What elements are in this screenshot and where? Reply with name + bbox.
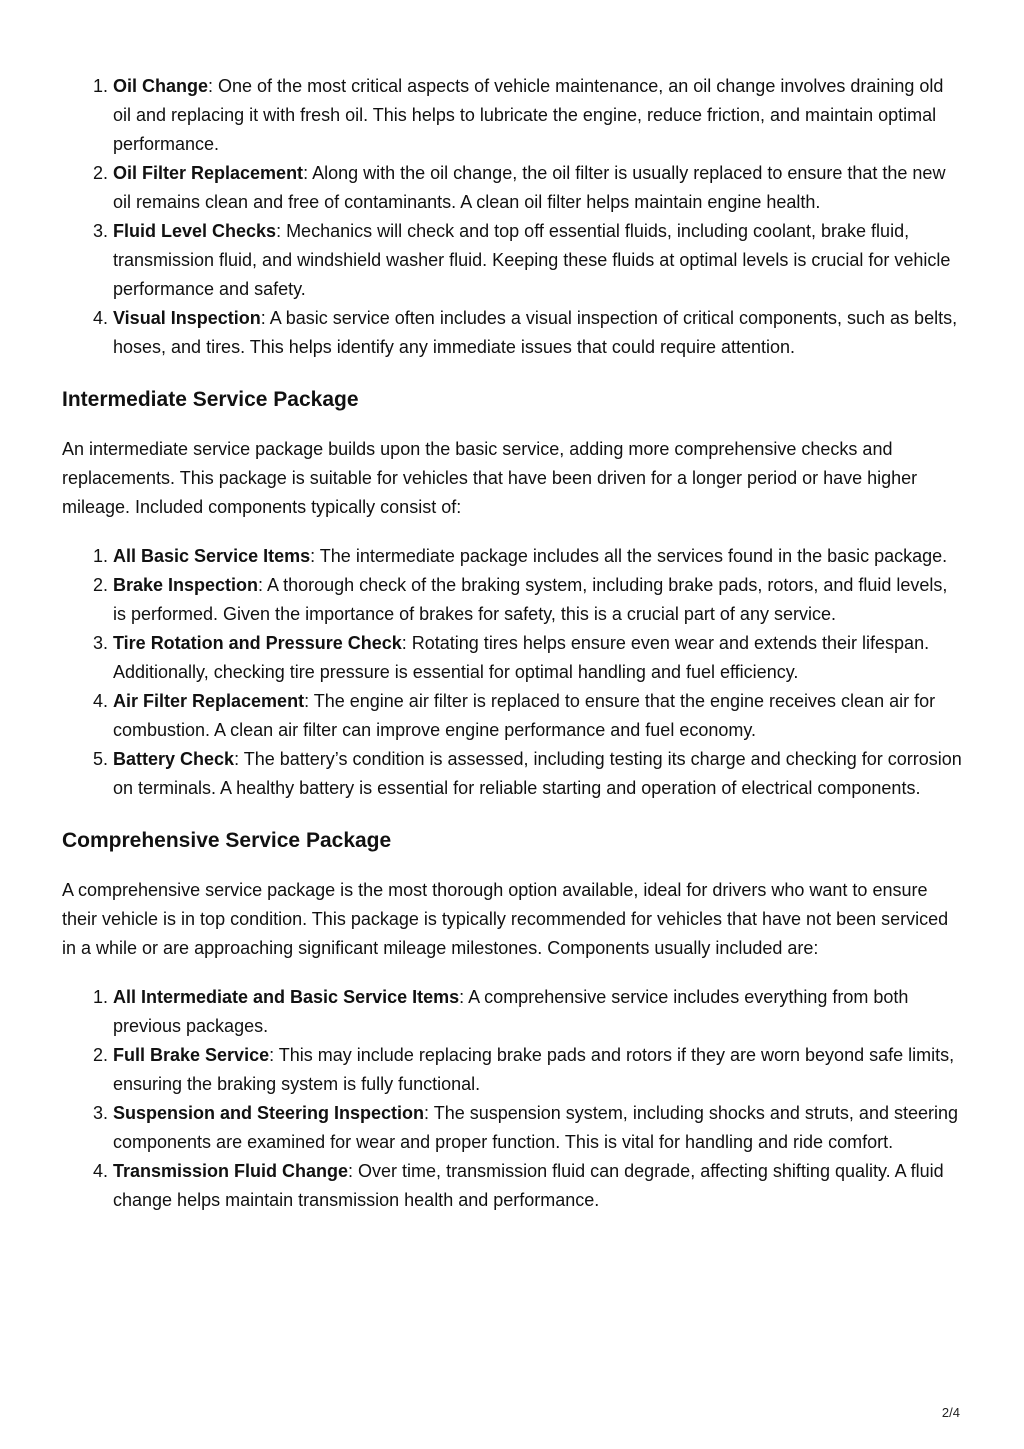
item-text: : This may include replacing brake pads and rotors if they are worn beyond safe limits, ensuring the braking system is fully functional. (113, 1045, 955, 1094)
list-item (113, 304, 964, 362)
item-text: : Mechanics will check and top off essential fluids, including coolant, brake fluid, transmission fluid, and windshield washer fluid. Keeping these fluids at optimal levels is crucial for vehicle performance and safety. (113, 221, 951, 299)
list-item (113, 571, 964, 629)
list-item (113, 745, 964, 803)
item-text: : Over time, transmission fluid can degrade, affecting shifting quality. A fluid change helps maintain transmission health and performance. (113, 1161, 944, 1210)
list-item (113, 1157, 964, 1215)
page-number: 2/4 (941, 1405, 960, 1420)
intermediate-heading: Intermediate Service Package (62, 388, 359, 411)
item-term: Transmission Fluid Change (113, 1161, 349, 1181)
intermediate-intro: An intermediate service package builds upon the basic service, adding more comprehensive checks and replacements. This package is suitable for vehicles that have been driven for a longer period or have higher mileage. Included components typically consist of: (62, 439, 918, 517)
list-item (113, 217, 964, 304)
item-term: Oil Change (113, 76, 209, 96)
item-term: Fluid Level Checks (113, 221, 277, 241)
item-text: : Along with the oil change, the oil filter is usually replaced to ensure that the new oil remains clean and free of contaminants. A clean oil filter helps maintain engine health. (113, 163, 946, 212)
comprehensive-heading: Comprehensive Service Package (62, 829, 392, 852)
list-item (113, 72, 964, 159)
list-item (113, 983, 964, 1041)
item-text: : A thorough check of the braking system, including brake pads, rotors, and fluid levels, is performed. Given the importance of brakes for safety, this is a crucial part of any service. (113, 575, 948, 624)
list-item (113, 159, 964, 217)
item-term: Oil Filter Replacement (113, 163, 304, 183)
document-page (62, 72, 964, 1215)
list-item (113, 629, 964, 687)
comprehensive-service-list (62, 983, 964, 1215)
item-term: Full Brake Service (113, 1045, 270, 1065)
item-term: All Intermediate and Basic Service Items (113, 987, 460, 1007)
intermediate-service-list (62, 542, 964, 803)
list-item (113, 1041, 964, 1099)
item-text: : The engine air filter is replaced to ensure that the engine receives clean air for combustion. A clean air filter can improve engine performance and fuel economy. (113, 691, 936, 740)
item-text: : Rotating tires helps ensure even wear and extends their lifespan. Additionally, checking tire pressure is essential for optimal handling and fuel efficiency. (113, 633, 930, 682)
item-term: Suspension and Steering Inspection (113, 1103, 425, 1123)
list-item (113, 542, 964, 571)
item-term: Visual Inspection (113, 308, 261, 328)
item-text: : The battery’s condition is assessed, including testing its charge and checking for corrosion on terminals. A healthy battery is essential for reliable starting and operation of electrical components. (113, 749, 962, 798)
item-term: Brake Inspection (113, 575, 259, 595)
item-text: : One of the most critical aspects of vehicle maintenance, an oil change involves draining old oil and replacing it with fresh oil. This helps to lubricate the engine, reduce friction, and maintain optimal performance. (113, 76, 944, 154)
item-term: Battery Check (113, 749, 235, 769)
item-text: : A basic service often includes a visual inspection of critical components, such as belts, hoses, and tires. This helps identify any immediate issues that could require attention. (113, 308, 958, 357)
item-term: Tire Rotation and Pressure Check (113, 633, 402, 653)
item-term: Air Filter Replacement (113, 691, 305, 711)
list-item (113, 1099, 964, 1157)
basic-service-list (62, 72, 964, 362)
comprehensive-intro: A comprehensive service package is the most thorough option available, ideal for drivers who want to ensure their vehicle is in top condition. This package is typically recommended for vehicles that have not been serviced in a while or are approaching significant mileage milestones. Components usually included are: (62, 880, 949, 958)
item-text: : The intermediate package includes all the services found in the basic package. (310, 546, 948, 566)
item-text: : A comprehensive service includes everything from both previous packages. (113, 987, 909, 1036)
item-term: All Basic Service Items (113, 546, 311, 566)
item-text: : The suspension system, including shocks and struts, and steering components are examined for wear and proper function. This is vital for handling and ride comfort. (113, 1103, 958, 1152)
list-item (113, 687, 964, 745)
